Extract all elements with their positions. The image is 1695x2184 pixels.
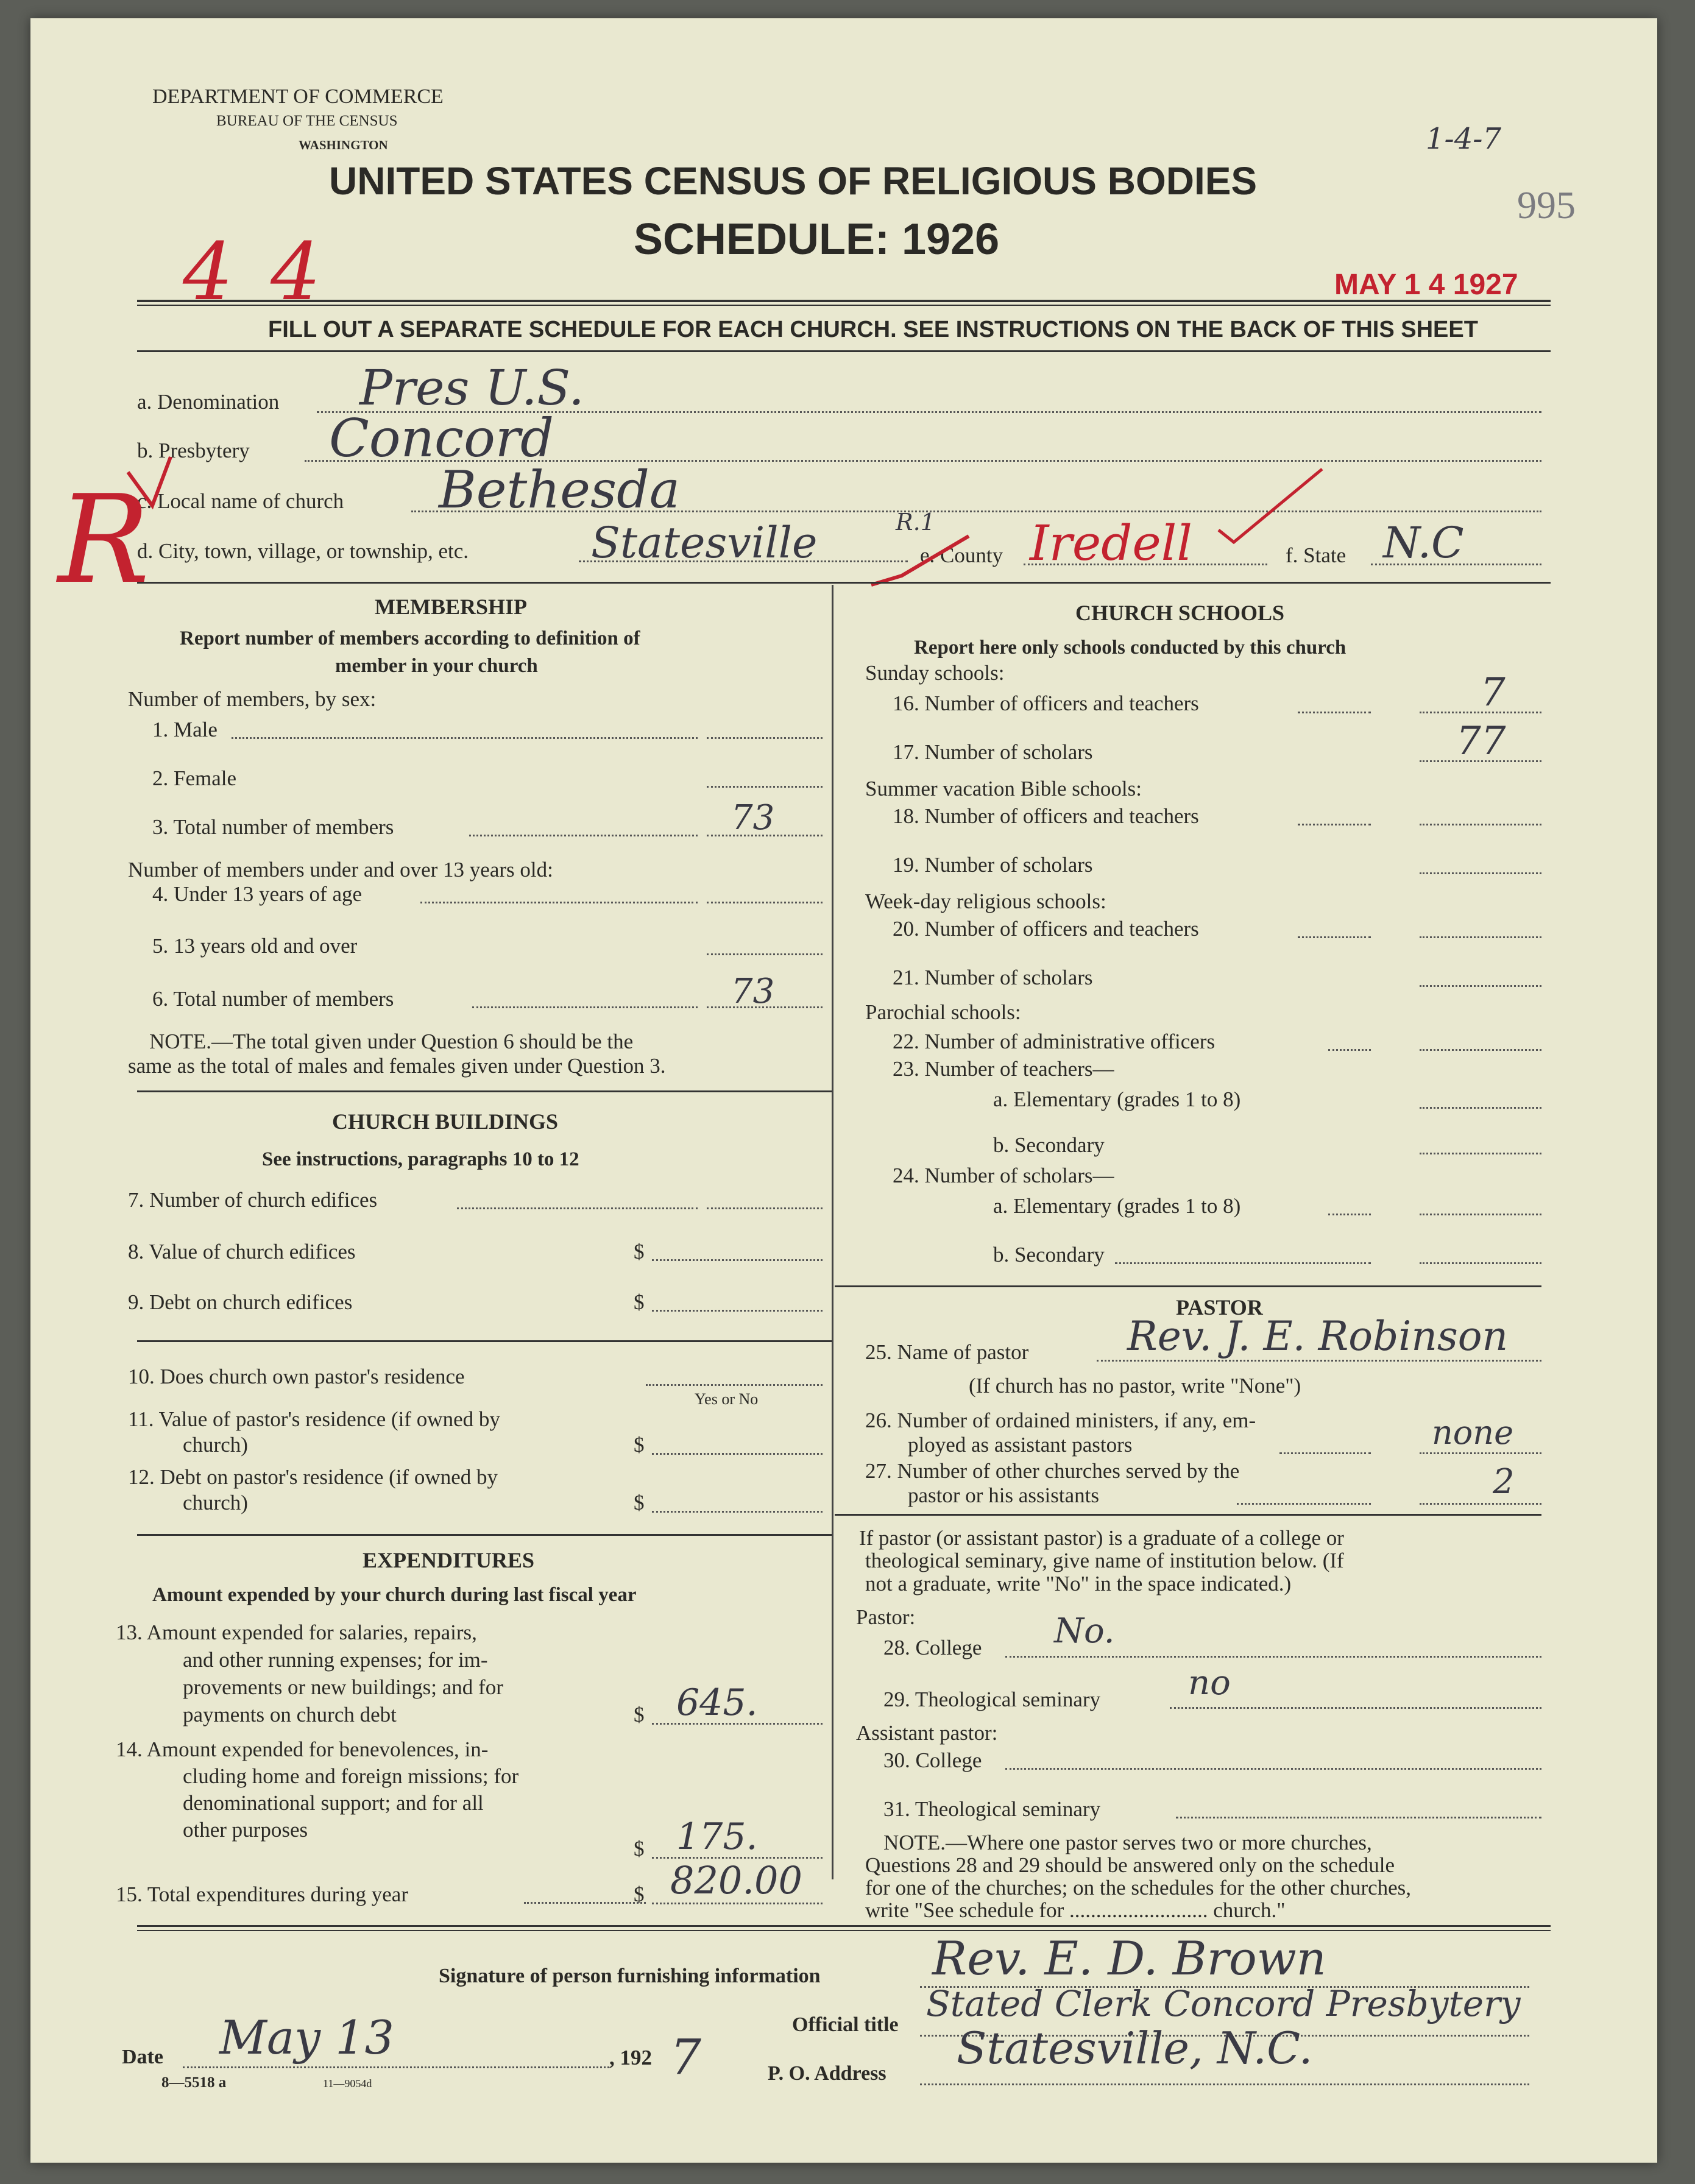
q5-label: 5. 13 years old and over	[152, 934, 358, 958]
graduate-note1: If pastor (or assistant pastor) is a graduate of a college or	[859, 1526, 1344, 1550]
form-number: 8—5518 a	[161, 2074, 227, 2091]
bureau-city: WASHINGTON	[299, 138, 388, 152]
assistant-pastor-subhead: Assistant pastor:	[856, 1721, 998, 1745]
q2-label: 2. Female	[152, 766, 237, 790]
graduate-note3: not a graduate, write "No" in the space indicated.)	[865, 1572, 1292, 1596]
q4-label: 4. Under 13 years of age	[152, 882, 363, 906]
q28-label: 28. College	[883, 1636, 982, 1659]
file-number: 995	[1517, 183, 1576, 227]
po-address-value[interactable]: Statesville, N.C.	[957, 2023, 1313, 2074]
membership-note1: NOTE.—The total given under Question 6 should be the	[149, 1030, 634, 1053]
signature-value[interactable]: Rev. E. D. Brown	[932, 1931, 1326, 1985]
year-value[interactable]: 7	[670, 2029, 701, 2085]
q10-label: 10. Does church own pastor's residence	[128, 1365, 465, 1388]
red-review-mark: R	[58, 469, 150, 611]
pastor-note4: write "See schedule for .......................... church."	[865, 1898, 1286, 1922]
buildings-title: CHURCH BUILDINGS	[332, 1109, 559, 1134]
q27-label-b: pastor or his assistants	[908, 1483, 1100, 1507]
q29-value[interactable]: no	[1188, 1663, 1231, 1703]
q24a-label: a. Elementary (grades 1 to 8)	[993, 1194, 1241, 1218]
q11-label-a: 11. Value of pastor's residence (if owned by	[128, 1407, 500, 1431]
membership-sub1: Report number of members according to definition of	[180, 627, 640, 649]
city-label: d. City, town, village, or township, etc.	[137, 539, 469, 563]
q14-value[interactable]: 175.	[676, 1815, 758, 1858]
q24b-label: b. Secondary	[993, 1243, 1105, 1267]
q26-value[interactable]: none	[1432, 1413, 1514, 1452]
q13-label-b: and other running expenses; for im-	[183, 1648, 488, 1672]
po-address-label: P. O. Address	[768, 2062, 886, 2085]
q30-label: 30. College	[883, 1748, 982, 1772]
q14-label-b: cluding home and foreign missions; for	[183, 1764, 519, 1788]
q17-label: 17. Number of scholars	[893, 740, 1093, 764]
q22-label: 22. Number of administrative officers	[893, 1030, 1216, 1053]
q13-label-a: 13. Amount expended for salaries, repairs,	[116, 1620, 477, 1644]
q7-label: 7. Number of church edifices	[128, 1188, 378, 1212]
q27-label-a: 27. Number of other churches served by the	[865, 1459, 1240, 1483]
received-date-stamp: MAY 1 4 1927	[1334, 269, 1518, 301]
q8-dollar: $	[634, 1240, 645, 1263]
q24-label: 24. Number of scholars—	[893, 1164, 1114, 1187]
q18-label: 18. Number of officers and teachers	[893, 804, 1199, 828]
q16-value[interactable]: 7	[1481, 670, 1506, 715]
q21-label: 21. Number of scholars	[893, 966, 1093, 989]
q26-label-b: ployed as assistant pastors	[908, 1433, 1133, 1457]
schedule-year: SCHEDULE: 1926	[634, 215, 1000, 264]
q23-label: 23. Number of teachers—	[893, 1057, 1114, 1081]
corner-note: 1-4-7	[1426, 122, 1502, 156]
signature-label: Signature of person furnishing information	[439, 1965, 821, 1987]
church-name-label: c. Local name of church	[137, 489, 344, 513]
date-value[interactable]: May 13	[219, 2010, 394, 2065]
parochial-schools: Parochial schools:	[865, 1000, 1021, 1024]
official-title-label: Official title	[792, 2013, 899, 2036]
year-prefix: , 192	[609, 2046, 652, 2069]
q31-label: 31. Theological seminary	[883, 1797, 1101, 1821]
q12-label-b: church)	[183, 1491, 248, 1514]
q13-label-d: payments on church debt	[183, 1703, 397, 1726]
q25-value[interactable]: Rev. J. E. Robinson	[1127, 1313, 1509, 1360]
members-by-age: Number of members under and over 13 years old:	[128, 858, 553, 882]
q28-value[interactable]: No.	[1054, 1611, 1115, 1651]
city-route-note: R.1	[896, 509, 935, 535]
sunday-schools: Sunday schools:	[865, 661, 1005, 685]
weekday-schools: Week-day religious schools:	[865, 889, 1106, 913]
q20-label: 20. Number of officers and teachers	[893, 917, 1199, 941]
hand-number: 4 4	[183, 225, 327, 318]
schools-title: CHURCH SCHOOLS	[1075, 601, 1285, 625]
q12-label-a: 12. Debt on pastor's residence (if owned by	[128, 1465, 498, 1489]
q3-value[interactable]: 73	[731, 798, 775, 838]
county-value[interactable]: Iredell	[1030, 515, 1192, 571]
q9-dollar: $	[634, 1290, 645, 1314]
denomination-value[interactable]: Pres U.S.	[359, 359, 584, 416]
state-label: f. State	[1286, 543, 1346, 567]
print-number: 11—9054d	[323, 2077, 372, 2090]
q14-label-a: 14. Amount expended for benevolences, in-	[116, 1737, 489, 1761]
official-title-value[interactable]: Stated Clerk Concord Presbytery	[926, 1983, 1521, 2024]
bureau-name: BUREAU OF THE CENSUS	[216, 113, 398, 129]
q17-value[interactable]: 77	[1456, 719, 1506, 764]
q3-label: 3. Total number of members	[152, 815, 394, 839]
q13-label-c: provements or new buildings; and for	[183, 1675, 503, 1699]
presbytery-value[interactable]: Concord	[329, 408, 554, 469]
pastor-note3: for one of the churches; on the schedules for the other churches,	[865, 1876, 1412, 1900]
q1-label: 1. Male	[152, 718, 218, 741]
city-value[interactable]: Statesville	[591, 518, 818, 568]
q13-dollar: $	[634, 1703, 645, 1726]
q15-value[interactable]: 820.00	[670, 1858, 802, 1903]
schools-sub: Report here only schools conducted by this church	[914, 637, 1346, 659]
q26-label-a: 26. Number of ordained ministers, if any, em-	[865, 1408, 1256, 1432]
pastor-note1: NOTE.—Where one pastor serves two or more churches,	[883, 1831, 1372, 1854]
graduate-note2: theological seminary, give name of institution below. (If	[865, 1549, 1344, 1572]
pastor-subhead: Pastor:	[856, 1605, 916, 1629]
expenditures-title: EXPENDITURES	[363, 1548, 535, 1572]
q23b-label: b. Secondary	[993, 1133, 1105, 1157]
separate-schedule-instruction: FILL OUT A SEPARATE SCHEDULE FOR EACH CHURCH. SEE INSTRUCTIONS ON THE BACK OF THIS SHEET	[268, 317, 1478, 342]
q25-label: 25. Name of pastor	[865, 1340, 1029, 1364]
pastor-note2: Questions 28 and 29 should be answered only on the schedule	[865, 1853, 1395, 1877]
membership-note2: same as the total of males and females given under Question 3.	[128, 1054, 666, 1078]
summer-schools: Summer vacation Bible schools:	[865, 777, 1142, 800]
q23a-label: a. Elementary (grades 1 to 8)	[993, 1087, 1241, 1111]
membership-title: MEMBERSHIP	[375, 595, 528, 619]
q9-label: 9. Debt on church edifices	[128, 1290, 353, 1314]
q6-label: 6. Total number of members	[152, 987, 394, 1011]
q19-label: 19. Number of scholars	[893, 853, 1093, 877]
pastor-title: PASTOR	[1176, 1295, 1263, 1320]
q15-label: 15. Total expenditures during year	[116, 1882, 408, 1906]
members-by-sex: Number of members, by sex:	[128, 687, 377, 711]
yes-no-hint: Yes or No	[695, 1390, 759, 1408]
census-schedule-sheet	[30, 18, 1657, 2163]
state-value[interactable]: N.C	[1383, 518, 1464, 568]
church-name-value[interactable]: Bethesda	[439, 460, 680, 520]
q13-value[interactable]: 645.	[676, 1681, 758, 1724]
q8-label: 8. Value of church edifices	[128, 1240, 356, 1263]
county-label: e. County	[920, 543, 1003, 567]
red-check-marks	[30, 18, 1657, 627]
q11-label-b: church)	[183, 1433, 248, 1457]
q29-label: 29. Theological seminary	[883, 1687, 1101, 1711]
membership-sub2: member in your church	[335, 655, 538, 677]
presbytery-label: b. Presbytery	[137, 439, 250, 462]
expenditures-sub: Amount expended by your church during last fiscal year	[152, 1584, 637, 1606]
q14-label-d: other purposes	[183, 1818, 308, 1842]
q11-dollar: $	[634, 1433, 645, 1457]
date-label: Date	[122, 2046, 163, 2068]
q25-note: (If church has no pastor, write "None")	[969, 1374, 1301, 1398]
q6-value[interactable]: 73	[731, 972, 775, 1011]
denomination-label: a. Denomination	[137, 390, 280, 414]
q27-value[interactable]: 2	[1493, 1462, 1515, 1502]
department-name: DEPARTMENT OF COMMERCE	[152, 85, 444, 108]
q14-dollar: $	[634, 1837, 645, 1861]
q15-dollar: $	[634, 1882, 645, 1906]
q16-label: 16. Number of officers and teachers	[893, 691, 1199, 715]
q14-label-c: denominational support; and for all	[183, 1791, 484, 1815]
form-title: UNITED STATES CENSUS OF RELIGIOUS BODIES	[329, 159, 1258, 203]
q12-dollar: $	[634, 1491, 645, 1514]
buildings-sub: See instructions, paragraphs 10 to 12	[262, 1148, 579, 1170]
